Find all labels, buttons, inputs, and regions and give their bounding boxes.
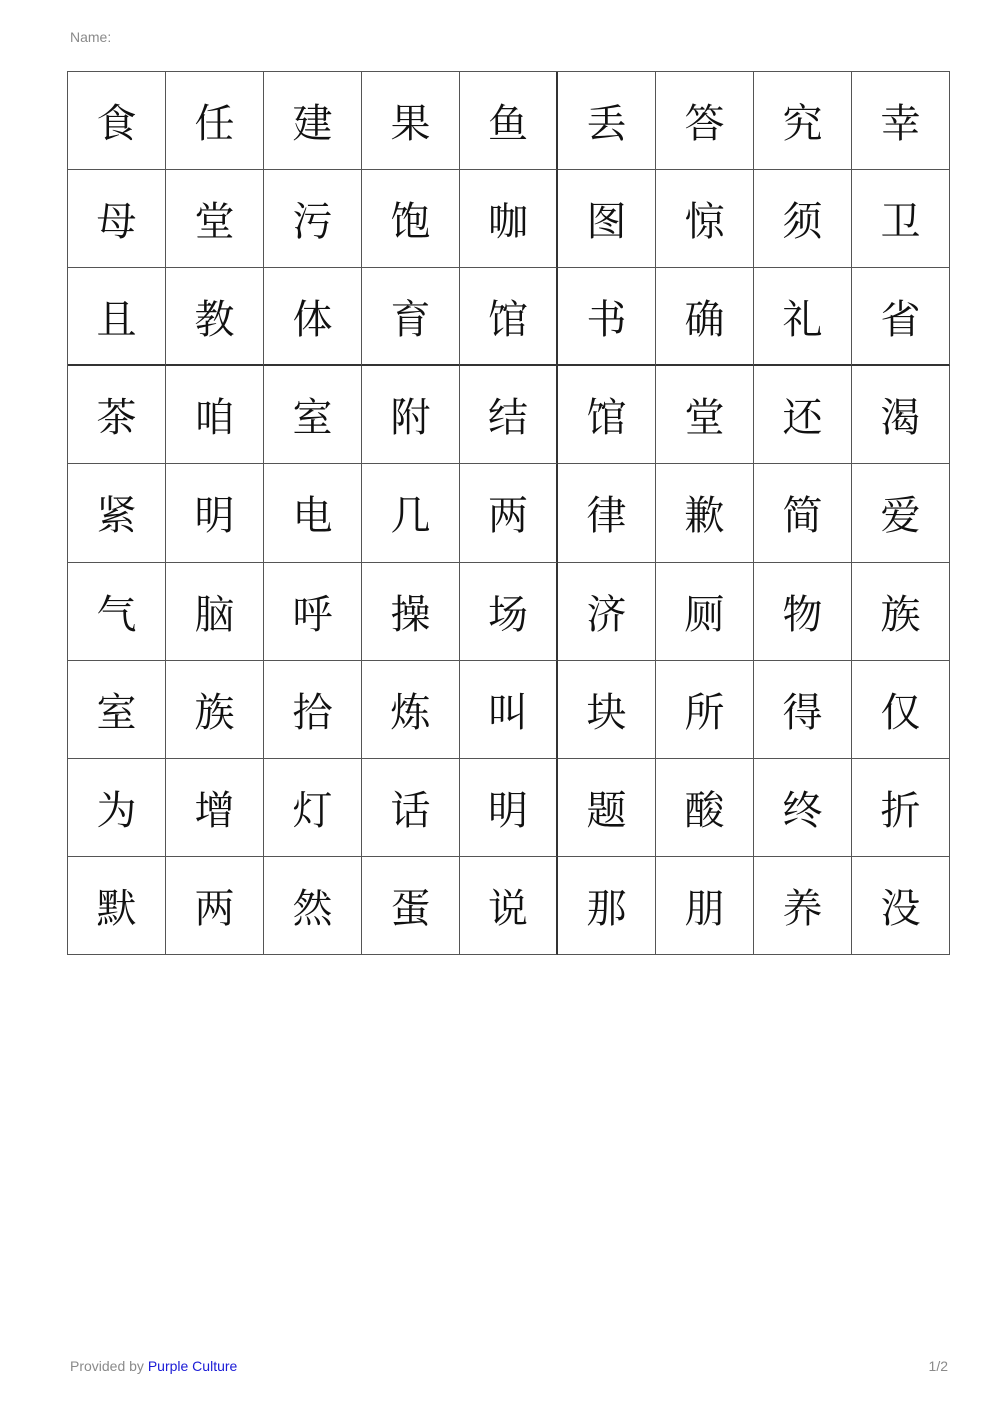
grid-cell: 族 <box>852 563 950 661</box>
provided-by-text: Provided by <box>70 1358 144 1374</box>
grid-cell: 还 <box>754 366 852 464</box>
grid-cell: 增 <box>166 759 264 857</box>
character-grid <box>67 71 950 955</box>
grid-cell: 拾 <box>264 661 362 759</box>
grid-cell: 紧 <box>68 464 166 562</box>
grid-cell: 那 <box>558 857 656 955</box>
grid-cell: 卫 <box>852 170 950 268</box>
grid-cell: 结 <box>460 366 558 464</box>
grid-cell: 气 <box>68 563 166 661</box>
grid-cell: 教 <box>166 268 264 366</box>
grid-cell: 丢 <box>558 72 656 170</box>
grid-cell: 馆 <box>558 366 656 464</box>
grid-cell: 体 <box>264 268 362 366</box>
grid-cell: 养 <box>754 857 852 955</box>
page-number: 1/2 <box>928 1358 948 1374</box>
grid-cell: 须 <box>754 170 852 268</box>
grid-cell: 然 <box>264 857 362 955</box>
grid-cell: 歉 <box>656 464 754 562</box>
grid-cell: 且 <box>68 268 166 366</box>
grid-cell: 几 <box>362 464 460 562</box>
grid-cell: 附 <box>362 366 460 464</box>
grid-cell: 朋 <box>656 857 754 955</box>
purple-culture-link[interactable]: Purple Culture <box>147 1358 238 1374</box>
grid-cell: 炼 <box>362 661 460 759</box>
grid-cell: 明 <box>166 464 264 562</box>
grid-cell: 礼 <box>754 268 852 366</box>
grid-cell: 答 <box>656 72 754 170</box>
grid-cell: 确 <box>656 268 754 366</box>
grid-cell: 堂 <box>656 366 754 464</box>
grid-cell: 呼 <box>264 563 362 661</box>
grid-cell: 没 <box>852 857 950 955</box>
grid-cell: 惊 <box>656 170 754 268</box>
grid-cell: 终 <box>754 759 852 857</box>
grid-cell: 馆 <box>460 268 558 366</box>
grid-cell: 简 <box>754 464 852 562</box>
grid-cell: 室 <box>68 661 166 759</box>
grid-cell: 默 <box>68 857 166 955</box>
grid-cell: 幸 <box>852 72 950 170</box>
grid-cell: 得 <box>754 661 852 759</box>
name-label: Name: <box>70 29 112 45</box>
grid-cell: 食 <box>68 72 166 170</box>
grid-cell: 蛋 <box>362 857 460 955</box>
grid-cell: 律 <box>558 464 656 562</box>
grid-cell: 场 <box>460 563 558 661</box>
grid-cell: 母 <box>68 170 166 268</box>
grid-cell: 果 <box>362 72 460 170</box>
grid-cell: 书 <box>558 268 656 366</box>
grid-cell: 两 <box>166 857 264 955</box>
grid-cell: 族 <box>166 661 264 759</box>
grid-cell: 话 <box>362 759 460 857</box>
grid-cell: 究 <box>754 72 852 170</box>
grid-cell: 渴 <box>852 366 950 464</box>
footer-credit <box>70 1358 237 1374</box>
grid-cell: 折 <box>852 759 950 857</box>
grid-cell: 物 <box>754 563 852 661</box>
grid-cell: 仅 <box>852 661 950 759</box>
grid-cell: 建 <box>264 72 362 170</box>
grid-cell: 说 <box>460 857 558 955</box>
grid-cell: 明 <box>460 759 558 857</box>
grid-cell: 电 <box>264 464 362 562</box>
grid-cell: 灯 <box>264 759 362 857</box>
grid-cell: 操 <box>362 563 460 661</box>
grid-cell: 咖 <box>460 170 558 268</box>
grid-cell: 鱼 <box>460 72 558 170</box>
grid-cell: 为 <box>68 759 166 857</box>
grid-cell: 所 <box>656 661 754 759</box>
grid-cell: 室 <box>264 366 362 464</box>
grid-cell: 块 <box>558 661 656 759</box>
grid-cell: 堂 <box>166 170 264 268</box>
grid-cell: 题 <box>558 759 656 857</box>
grid-cell: 叫 <box>460 661 558 759</box>
grid-cell: 任 <box>166 72 264 170</box>
grid-cell: 济 <box>558 563 656 661</box>
grid-cell: 咱 <box>166 366 264 464</box>
grid-cell: 图 <box>558 170 656 268</box>
grid-cell: 爱 <box>852 464 950 562</box>
grid-cell: 两 <box>460 464 558 562</box>
grid-cell: 厕 <box>656 563 754 661</box>
grid-cell: 育 <box>362 268 460 366</box>
grid-cell: 省 <box>852 268 950 366</box>
grid-cell: 酸 <box>656 759 754 857</box>
grid-cell: 污 <box>264 170 362 268</box>
grid-cell: 茶 <box>68 366 166 464</box>
grid-cell: 脑 <box>166 563 264 661</box>
grid-cell: 饱 <box>362 170 460 268</box>
